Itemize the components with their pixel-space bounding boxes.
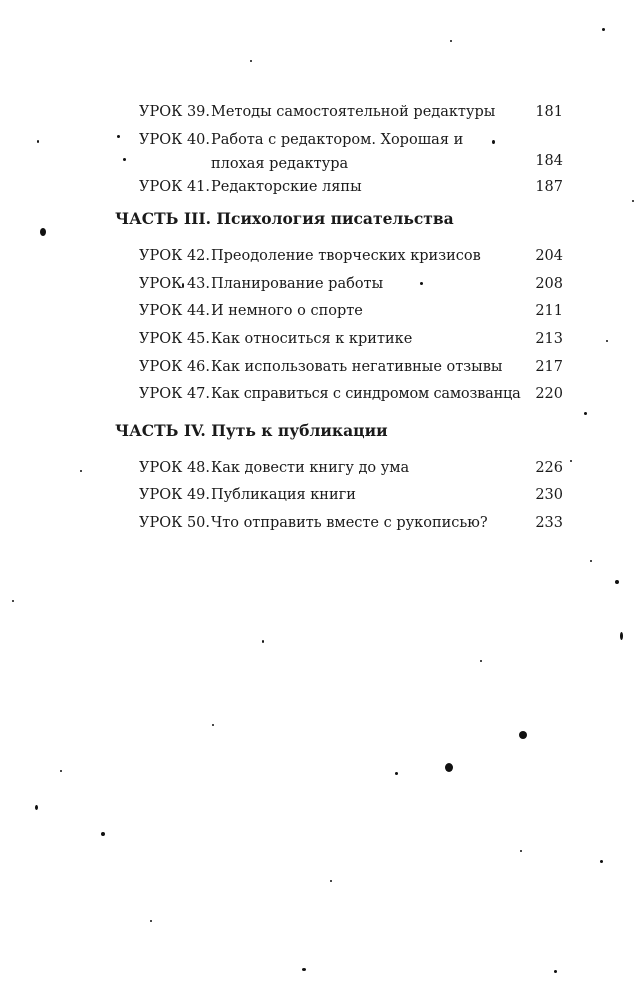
page-number: 220 — [535, 386, 563, 402]
lesson-title: И немного о спорте — [211, 303, 363, 319]
lesson-number: УРОК 44. — [139, 303, 211, 319]
lesson-title: Преодоление творческих кризисов — [211, 248, 481, 264]
lesson-title: Как справиться с синдромом самозванца — [211, 386, 521, 402]
page-number: 184 — [535, 153, 563, 169]
lesson-title: Методы самостоятельной редактуры — [211, 104, 496, 120]
lesson-number: УРОК 50. — [139, 515, 211, 531]
page-number: 226 — [535, 460, 563, 476]
lesson-number: УРОК 41. — [139, 179, 211, 195]
page-number: 230 — [535, 487, 563, 503]
lesson-number: УРОК 42. — [139, 248, 211, 264]
lesson-title: Публикация книги — [211, 487, 356, 503]
page-number: 211 — [535, 303, 563, 319]
lesson-title: Как относиться к критике — [211, 331, 413, 347]
lesson-number: УРОК 39. — [139, 104, 211, 120]
lesson-number: УРОК 45. — [139, 331, 211, 347]
lesson-number: УРОК 40. — [139, 132, 211, 148]
page-number: 187 — [535, 179, 563, 195]
page-number: 208 — [535, 276, 563, 292]
lesson-number: УРОК 43. — [139, 276, 211, 292]
page-number: 181 — [535, 104, 563, 120]
lesson-title: Как использовать негативные отзывы — [211, 359, 503, 375]
lesson-title: Как довести книгу до ума — [211, 460, 410, 476]
page-number: 204 — [535, 248, 563, 264]
lesson-title: Работа с редактором. Хорошая и плохая редактура — [211, 132, 464, 172]
page-number: 233 — [535, 515, 563, 531]
lesson-title: Редакторские ляпы — [211, 179, 362, 195]
page-number: 217 — [535, 359, 563, 375]
part-heading-4: ЧАСТЬ IV. Путь к публикации — [115, 421, 388, 440]
lesson-number: УРОК 47. — [139, 386, 211, 402]
lesson-number: УРОК 49. — [139, 487, 211, 503]
page-number: 213 — [535, 331, 563, 347]
lesson-number: УРОК 46. — [139, 359, 211, 375]
lesson-title: Что отправить вместе с рукописью? — [211, 515, 488, 531]
part-heading-3: ЧАСТЬ III. Психология писательства — [115, 209, 454, 228]
lesson-number: УРОК 48. — [139, 460, 211, 476]
lesson-title: Планирование работы — [211, 276, 384, 292]
